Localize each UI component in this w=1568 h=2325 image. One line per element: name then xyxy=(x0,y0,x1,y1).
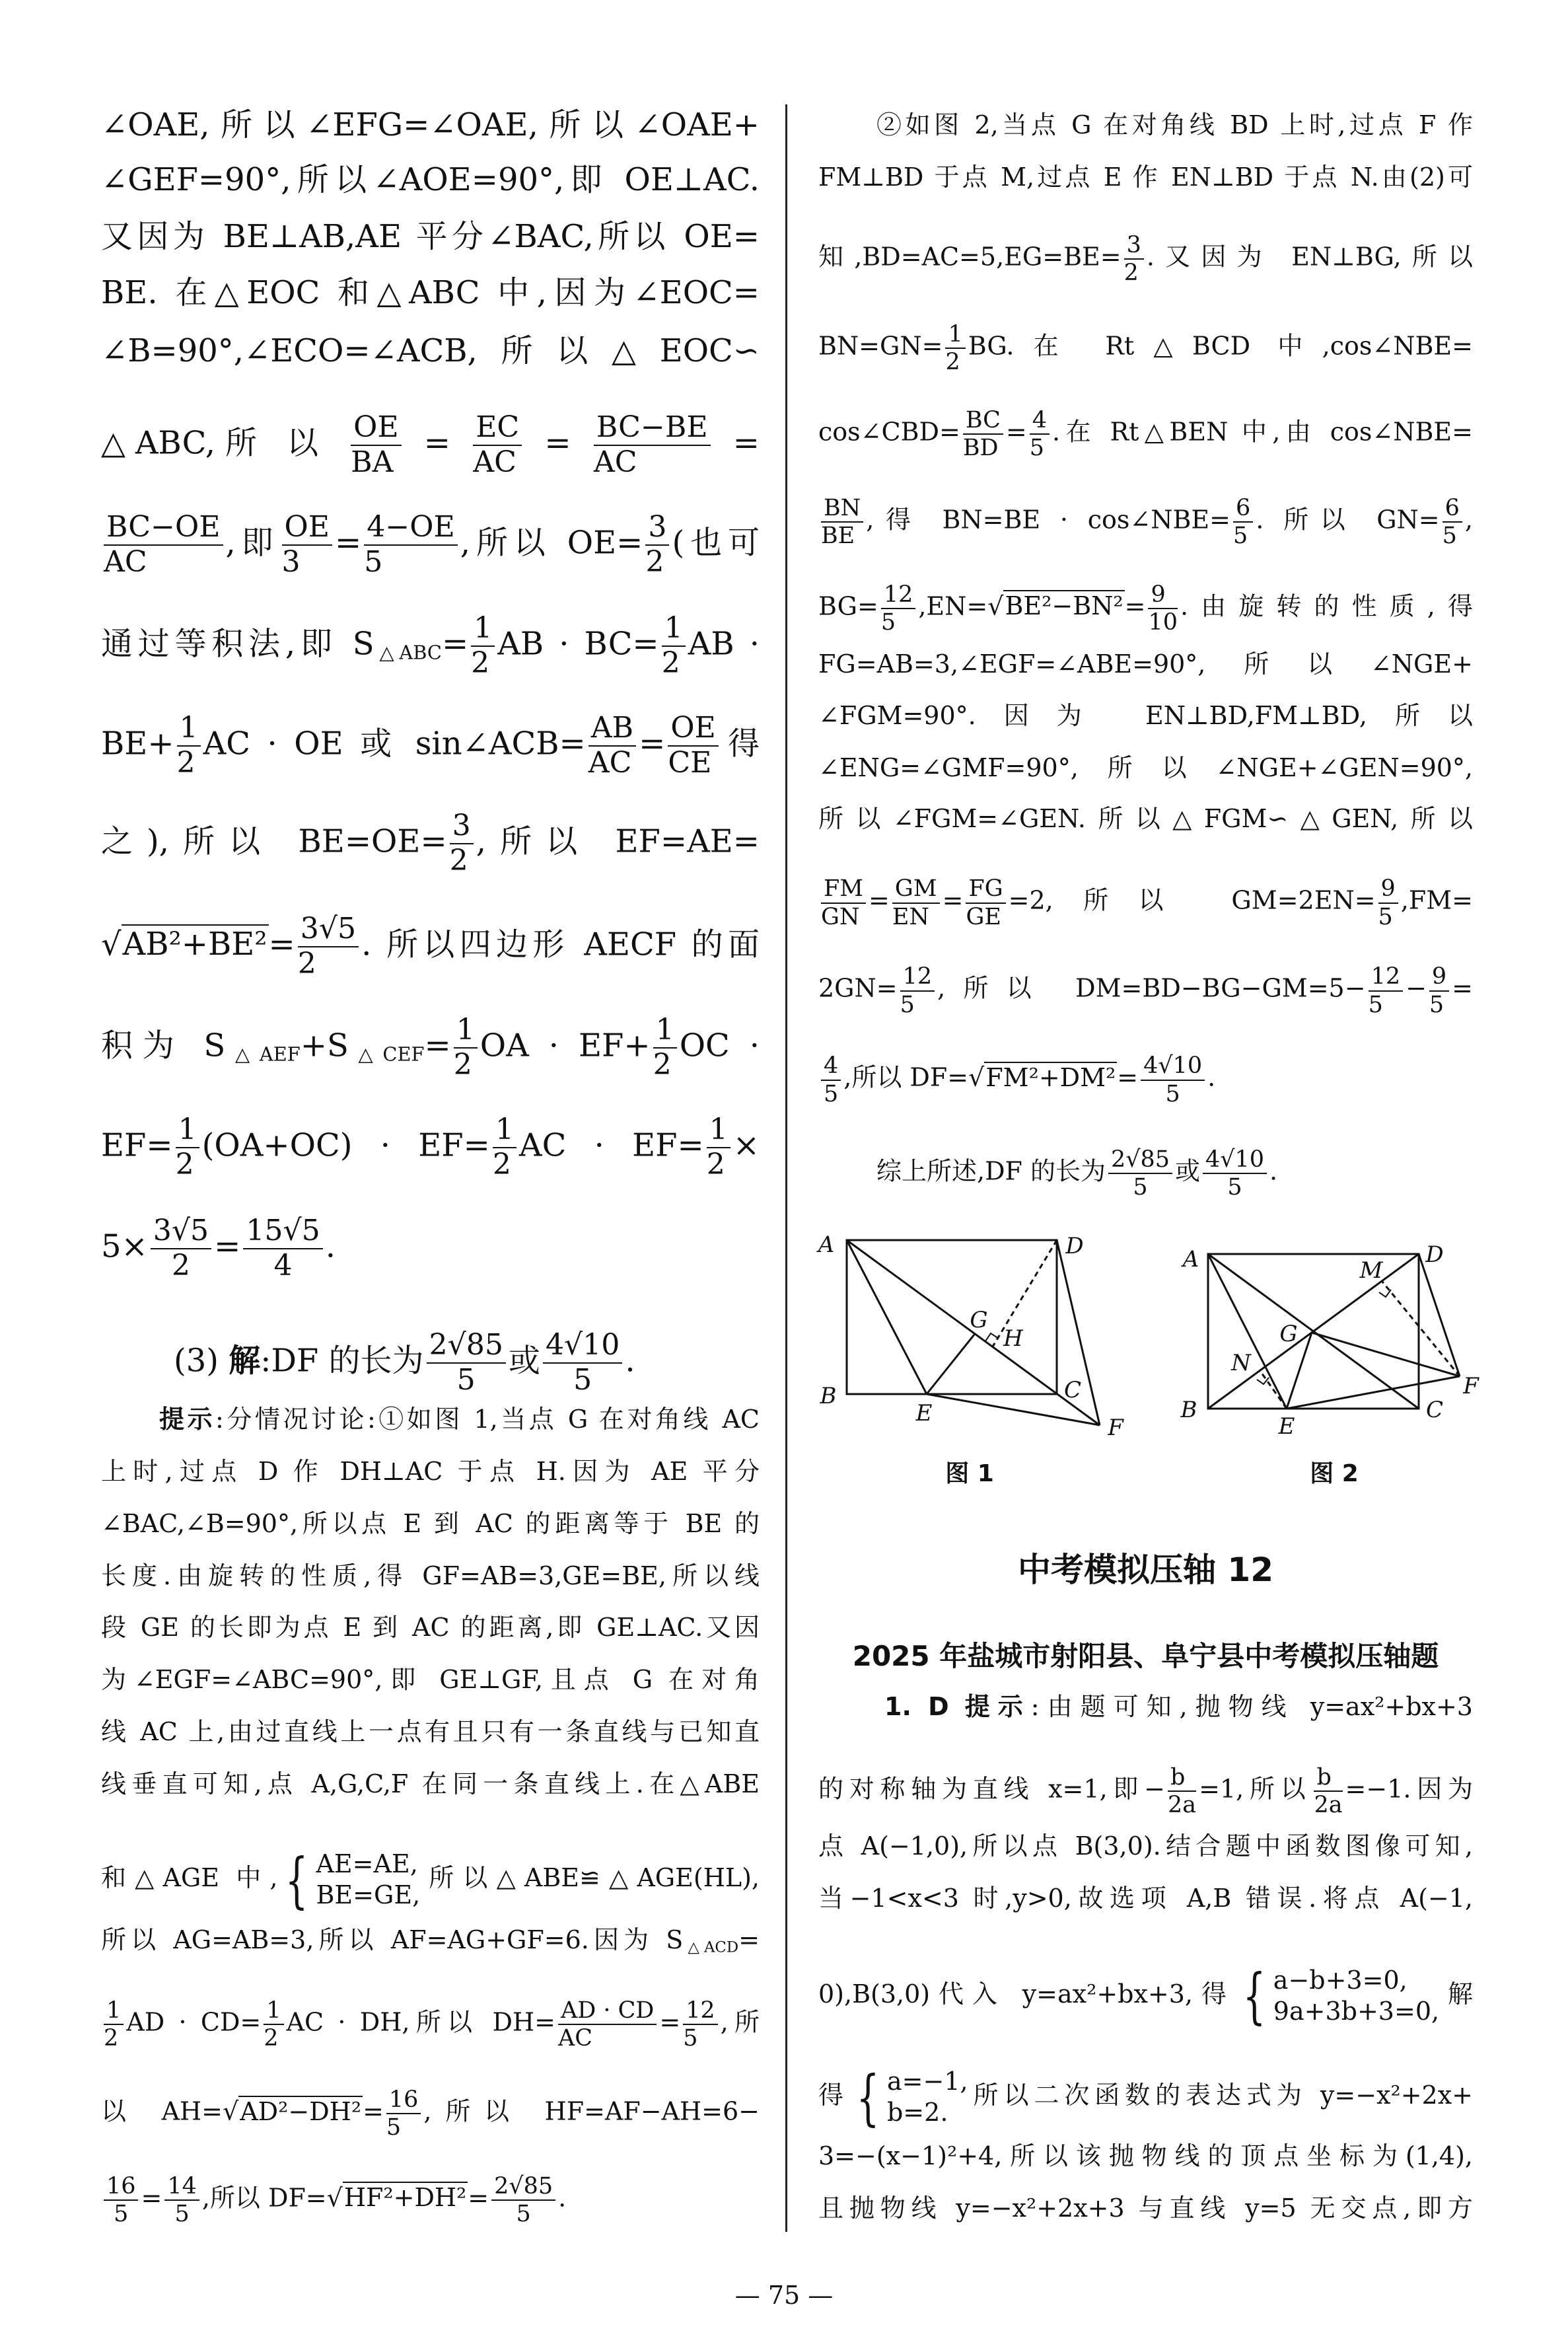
text-run: 所以 AG=AB=3,所以 AF=AG+GF=6.因为 S xyxy=(101,1925,684,1955)
fraction-numerator: 1 xyxy=(707,1113,731,1148)
fraction-numerator: 1 xyxy=(176,1113,199,1148)
fraction-numerator: b xyxy=(1168,1764,1196,1792)
fraction-numerator: 2√85 xyxy=(427,1329,506,1364)
fraction-numerator: OE xyxy=(668,712,718,747)
fraction-denominator: 4 xyxy=(273,1248,293,1282)
text-run: = xyxy=(214,1228,241,1265)
bold-label: 提示 xyxy=(159,1405,216,1434)
equation: AE=AE, xyxy=(316,1849,418,1878)
text-run: AB · xyxy=(688,625,760,663)
point-label-d: D xyxy=(1425,1241,1444,1268)
text-run: AD · CD= xyxy=(126,2007,262,2037)
fraction-denominator: 5 xyxy=(516,2200,531,2227)
fraction-denominator: GN xyxy=(821,903,860,930)
text-run: . 所以四边形 AECF 的面 xyxy=(361,926,760,963)
text-run: . xyxy=(1207,1063,1216,1093)
fraction-denominator: 5 xyxy=(1233,523,1248,550)
fraction-numerator: 12 xyxy=(900,963,935,991)
segment-df xyxy=(1419,1254,1460,1376)
fraction-numerator: 3√5 xyxy=(298,912,359,947)
subscript: △CEF xyxy=(348,1043,425,1066)
text-run: − xyxy=(1406,974,1427,1004)
fraction-denominator: 5 xyxy=(1368,991,1383,1018)
text-run: = xyxy=(268,926,295,963)
text-run: 线 AC 上,由过直线上一点有且只有一条直线与已知直 xyxy=(101,1717,760,1747)
point-label-a: A xyxy=(818,1232,835,1258)
fraction-denominator: 5 xyxy=(683,2025,698,2052)
fraction-denominator: 5 xyxy=(1165,1080,1180,1107)
fraction-numerator: 1 xyxy=(177,712,201,747)
fraction-numerator: 9 xyxy=(1378,875,1398,903)
segment-ae xyxy=(847,1240,927,1394)
text-run: (也可 xyxy=(672,524,760,562)
text-run: , xyxy=(1464,505,1473,535)
segment-eg xyxy=(927,1335,974,1394)
fraction-numerator: BC−BE xyxy=(594,411,711,446)
text-run: 或 xyxy=(508,1342,540,1380)
text-run: . xyxy=(325,1228,336,1265)
fraction-numerator: 4 xyxy=(821,1052,841,1080)
point-label-a: A xyxy=(1182,1246,1199,1273)
right-angle-mark-m xyxy=(1379,1290,1391,1297)
point-label-n: N xyxy=(1231,1350,1251,1376)
text-run: △ABC,所 以 xyxy=(101,424,349,462)
fraction-denominator: 5 xyxy=(364,544,383,579)
text-run: = xyxy=(441,625,469,663)
fraction-denominator: 2 xyxy=(945,348,960,375)
fraction-denominator: 2a xyxy=(1168,1791,1197,1818)
fraction-denominator: 2 xyxy=(492,1147,511,1181)
fraction-numerator: FG xyxy=(966,875,1005,903)
text-run: ∠BAC,∠B=90°,所以点 E 到 AC 的距离等于 BE 的 xyxy=(101,1508,760,1538)
figure-2-caption: 图 2 xyxy=(1310,1460,1359,1487)
brace-symbol: { xyxy=(285,1844,308,1915)
fraction-denominator: AC xyxy=(557,2025,592,2052)
fraction-numerator: 4√10 xyxy=(1141,1052,1205,1080)
fraction-numerator: OE xyxy=(282,511,332,546)
text-run: EF= xyxy=(101,1126,173,1163)
text-run: ,得 BN=BE · cos∠NBE= xyxy=(866,505,1230,535)
equation: b=2. xyxy=(886,2098,948,2127)
text-run: 点 A(−1,0),所以点 B(3,0).结合题中函数图像可知, xyxy=(818,1831,1473,1861)
fraction-numerator: 2√85 xyxy=(491,2173,555,2201)
fraction-numerator: EC xyxy=(473,411,522,446)
fraction-numerator: 1 xyxy=(653,1014,677,1049)
text-run: = xyxy=(363,2096,384,2126)
fraction-denominator: BD xyxy=(962,435,999,462)
text-run: = xyxy=(1452,974,1473,1004)
text-run: BG= xyxy=(818,591,878,621)
point-label-g: G xyxy=(970,1307,988,1333)
fraction-denominator: 2 xyxy=(1123,259,1139,286)
fraction-numerator: 4√10 xyxy=(543,1329,622,1364)
fraction-numerator: 3 xyxy=(645,511,669,546)
text-run: BN=GN= xyxy=(818,331,943,361)
text-run: = xyxy=(942,886,964,916)
radical-sign: √ xyxy=(101,926,122,963)
point-label-c: C xyxy=(1425,1397,1444,1423)
text-run: = xyxy=(424,1027,451,1064)
fraction-denominator: 2 xyxy=(645,544,664,579)
text-run: ,所以 DM=BD−BG−GM=5− xyxy=(937,974,1366,1004)
text-run: BE. 在△EOC 和△ABC 中,因为∠EOC= xyxy=(101,274,760,312)
fraction-numerator: 9 xyxy=(1148,581,1177,609)
text-run: 又因为 BE⊥AB,AE 平分∠BAC,所以 OE= xyxy=(101,217,760,255)
text-run: = xyxy=(1117,1063,1139,1093)
brace-symbol: { xyxy=(1242,1960,1266,2032)
text-run: 解 xyxy=(1439,1979,1473,2009)
fraction-denominator: AC xyxy=(473,445,517,479)
text-run: 线垂直可知,点 A,G,C,F 在同一条直线上.在△ABE xyxy=(101,1769,760,1798)
text-run: 0),B(3,0)代入 y=ax²+bx+3,得 xyxy=(818,1979,1235,2009)
fraction-denominator: 5 xyxy=(1227,1174,1242,1201)
fraction-denominator: GE xyxy=(966,903,1001,930)
fraction-denominator: 2 xyxy=(176,745,196,780)
text-run: :DF 的长为 xyxy=(260,1342,424,1380)
text-run: FM⊥BD 于点 M,过点 E 作 EN⊥BD 于点 N.由(2)可 xyxy=(818,163,1473,192)
fraction-numerator: GM xyxy=(892,875,940,903)
text-run: +S xyxy=(300,1027,349,1064)
fraction-numerator: 15√5 xyxy=(243,1214,322,1249)
equation: 9a+3b+3=0, xyxy=(1273,1997,1440,2026)
fraction-numerator: 4√10 xyxy=(1203,1146,1267,1174)
text-run: ∠FGM=90°.因为 EN⊥BD,FM⊥BD,所以 xyxy=(818,701,1473,731)
fraction-denominator: AC xyxy=(104,544,147,579)
fraction-denominator: 2 xyxy=(171,1248,190,1282)
point-label-m: M xyxy=(1359,1257,1383,1284)
point-label-d: D xyxy=(1065,1233,1084,1259)
subscript: △ACD xyxy=(683,1938,739,1956)
point-label-b: B xyxy=(1180,1397,1197,1423)
fraction-denominator: 3 xyxy=(281,544,301,579)
text-run: AC · EF= xyxy=(518,1126,704,1163)
text-run: OC · xyxy=(679,1027,760,1064)
text-run: 3=−(x−1)²+4,所以该抛物线的顶点坐标为(1,4), xyxy=(818,2141,1473,2170)
fraction-numerator: 1 xyxy=(945,321,965,349)
segment-gf xyxy=(1312,1333,1460,1376)
text-run: .由旋转的性质,得 xyxy=(1180,591,1473,621)
text-run: AC · DH,所以 DH= xyxy=(286,2007,555,2037)
fraction-denominator: 10 xyxy=(1148,609,1178,636)
text-run: =−1.因为 xyxy=(1345,1774,1473,1804)
fraction-denominator: 5 xyxy=(1442,523,1457,550)
text-run: ,EN= xyxy=(918,591,988,621)
text-run: = xyxy=(524,424,591,462)
fraction-denominator: 2 xyxy=(264,2025,279,2052)
text-run: 得 xyxy=(818,2080,849,2110)
fraction-denominator: 5 xyxy=(1378,903,1393,930)
text-run: . xyxy=(1269,1156,1278,1186)
fraction-denominator: 2 xyxy=(104,2025,119,2052)
text-run: OA · EF+ xyxy=(480,1027,651,1064)
fraction-numerator: 1 xyxy=(493,1113,517,1148)
text-run: :由题可知,抛物线 y=ax²+bx+3 xyxy=(1030,1691,1473,1721)
text-run: =2,所以 GM=2EN= xyxy=(1008,886,1376,916)
subscript: △AEF xyxy=(225,1043,301,1066)
text-run: (OA+OC) · EF= xyxy=(201,1126,490,1163)
text-run: 综上所述,DF 的长为 xyxy=(876,1156,1106,1186)
bold-label: 解 xyxy=(229,1342,261,1380)
fraction-numerator: AD · CD xyxy=(558,1997,657,2025)
subscript: △ABC xyxy=(374,641,442,664)
fraction-denominator: 2 xyxy=(653,1047,672,1082)
fraction-numerator: BC xyxy=(963,407,1003,435)
text-run: ∠OAE,所以∠EFG=∠OAE,所以∠OAE+ xyxy=(101,106,760,143)
text-run: . 所以 GN= xyxy=(1256,505,1440,535)
text-run: . xyxy=(625,1342,635,1380)
text-run: ,所以 DF= xyxy=(201,2183,327,2213)
text-run: ,所以 HF=AF−AH=6− xyxy=(423,2096,760,2126)
text-run: 积为 S xyxy=(101,1027,226,1064)
point-label-g: G xyxy=(1279,1321,1298,1347)
text-run: 长度.由旋转的性质,得 GF=AB=3,GE=BE,所以线 xyxy=(101,1561,760,1590)
text-run: 和△AGE 中, xyxy=(101,1863,278,1892)
fraction-numerator: 3 xyxy=(450,809,474,844)
text-run: ,所以 OE= xyxy=(460,524,643,562)
text-run: (3) xyxy=(174,1342,229,1380)
equation: a−b+3=0, xyxy=(1273,1965,1408,1995)
text-run: = xyxy=(1124,591,1146,621)
text-run: = xyxy=(639,725,666,762)
radical-sign: √ xyxy=(968,1063,985,1093)
fraction-denominator: BE xyxy=(821,523,855,550)
radical-sign: √ xyxy=(326,2183,343,2213)
fraction-numerator: FM xyxy=(821,875,866,903)
bold-label: 提示 xyxy=(964,1691,1031,1721)
text-run: 所以二次函数的表达式为 y=−x²+2x+ xyxy=(968,2080,1473,2110)
fraction-denominator: 5 xyxy=(573,1362,592,1397)
fraction-denominator: 2 xyxy=(661,646,680,680)
text-run: 为∠EGF=∠ABC=90°,即 GE⊥GF,且点 G 在对角 xyxy=(101,1665,760,1695)
point-label-f: F xyxy=(1463,1373,1479,1399)
text-run: 当−1<x<3 时,y>0,故选项 A,B 错误.将点 A(−1, xyxy=(818,1884,1473,1913)
fraction-denominator: 5 xyxy=(386,2114,402,2141)
text-run: 上时,过点 D 作 DH⊥AC 于点 H.因为 AE 平分 xyxy=(101,1457,760,1487)
radicand: HF²+DH² xyxy=(343,2183,467,2213)
text-run: 2GN= xyxy=(818,974,898,1004)
section-heading: 中考模拟压轴 12 xyxy=(1018,1551,1273,1589)
fraction-numerator: BC−OE xyxy=(104,511,223,546)
text-run: . xyxy=(558,2183,567,2213)
fraction-numerator: 12 xyxy=(1369,963,1403,991)
fraction-denominator: 5 xyxy=(114,2200,129,2227)
radical-sign: √ xyxy=(223,2096,239,2126)
text-run: cos∠CBD= xyxy=(818,417,960,447)
point-label-e: E xyxy=(915,1400,933,1426)
fraction-denominator: 2 xyxy=(453,1047,472,1082)
point-label-f: F xyxy=(1108,1415,1123,1441)
fraction-denominator: 5 xyxy=(900,991,915,1018)
text-run: =1,所以 xyxy=(1199,1774,1312,1804)
text-run: 知,BD=AC=5,EG=BE= xyxy=(818,242,1122,272)
fraction-denominator: 5 xyxy=(1429,991,1444,1018)
fraction-denominator: 5 xyxy=(1133,1174,1148,1201)
text-run: 通过等积法,即 S xyxy=(101,625,374,663)
fraction-denominator: CE xyxy=(668,745,712,780)
text-run: = xyxy=(713,424,760,462)
text-run: = xyxy=(141,2183,162,2213)
text-run: ,所以 EF=AE= xyxy=(476,823,760,860)
page-number: — 75 — xyxy=(734,2281,834,2310)
fraction-numerator: 3 xyxy=(1124,232,1144,260)
text-run: 得 xyxy=(721,725,760,762)
fraction-denominator: BA xyxy=(351,445,394,479)
fraction-numerator: OE xyxy=(351,411,401,446)
fraction-denominator: 5 xyxy=(880,609,896,636)
segment-ae xyxy=(1208,1254,1287,1409)
fraction-denominator: 2 xyxy=(471,646,490,680)
fraction-denominator: 2a xyxy=(1314,1791,1343,1818)
text-run: BG.在 Rt△BCD 中,cos∠NBE= xyxy=(968,331,1473,361)
fraction-numerator: 1 xyxy=(662,612,686,647)
fraction-denominator: AC xyxy=(588,745,632,780)
fraction-denominator: 2 xyxy=(175,1147,194,1181)
text-run: ,所以 DF= xyxy=(843,1063,969,1093)
fraction-denominator: 5 xyxy=(456,1362,476,1397)
fraction-numerator: BN xyxy=(821,495,863,523)
text-run: = xyxy=(869,886,890,916)
fraction-denominator: AC xyxy=(593,445,637,479)
figure-1-caption: 图 1 xyxy=(945,1460,994,1487)
fraction-numerator: 9 xyxy=(1429,963,1449,991)
fraction-denominator: 5 xyxy=(1029,435,1044,462)
fraction-numerator: 16 xyxy=(104,2173,138,2201)
fraction-numerator: 12 xyxy=(881,581,915,609)
point-label-c: C xyxy=(1063,1377,1082,1403)
radicand: AD²−DH² xyxy=(240,2096,362,2126)
equation: a=−1, xyxy=(886,2066,968,2096)
fraction-numerator: 6 xyxy=(1233,495,1253,523)
text-run: 且抛物线 y=−x²+2x+3 与直线 y=5 无交点,即方 xyxy=(818,2193,1473,2223)
text-run: .在 Rt△BEN 中,由 cos∠NBE= xyxy=(1052,417,1473,447)
radical-sign: √ xyxy=(987,591,1004,621)
text-run: = xyxy=(738,1925,760,1955)
text-run: × xyxy=(732,1126,760,1163)
fraction-numerator: 16 xyxy=(386,2086,421,2114)
radicand: FM²+DM² xyxy=(985,1063,1116,1093)
figure-1 xyxy=(816,1232,1124,1487)
fraction-denominator: 2 xyxy=(449,844,468,878)
text-run: ,FM= xyxy=(1400,886,1473,916)
fraction-denominator: 5 xyxy=(824,1080,839,1107)
fraction-numerator: 1 xyxy=(264,1997,283,2025)
fraction-numerator: 6 xyxy=(1443,495,1462,523)
text-run: 或 xyxy=(1175,1156,1201,1186)
radicand: AB²+BE² xyxy=(122,926,267,963)
fraction-numerator: b xyxy=(1314,1764,1342,1792)
segment-dh-dashed xyxy=(993,1240,1057,1347)
text-run: BE+ xyxy=(101,725,174,762)
bold-label: 1. D xyxy=(884,1691,949,1721)
equation: BE=GE, xyxy=(316,1880,421,1910)
fraction-numerator: 1 xyxy=(104,1997,124,2025)
text-run: 所以△ABE≌△AGE(HL), xyxy=(420,1863,760,1892)
text-run: 以 AH= xyxy=(101,2096,223,2126)
fraction-denominator: 2 xyxy=(297,946,316,980)
right-angle-mark xyxy=(985,1333,999,1341)
fraction-numerator: 1 xyxy=(454,1014,478,1049)
text-run: ②如图 2,当点 G 在对角线 BD 上时,过点 F 作 xyxy=(876,110,1473,140)
fraction-numerator: 12 xyxy=(683,1997,717,2025)
point-label-b: B xyxy=(820,1383,837,1409)
text-run: AC · OE 或 sin∠ACB= xyxy=(203,725,586,762)
text-run: = xyxy=(468,2183,489,2213)
text-run: 的对称轴为直线 x=1,即− xyxy=(818,1774,1166,1804)
radicand: BE²−BN² xyxy=(1005,591,1123,621)
text-run: 段 GE 的长即为点 E 到 AC 的距离,即 GE⊥AC.又因 xyxy=(101,1613,760,1642)
text-run: ∠ENG=∠GMF=90°,所以∠NGE+∠GEN=90°, xyxy=(818,753,1473,783)
text-run: AB · BC= xyxy=(497,625,659,663)
right-angle-mark-n xyxy=(1257,1378,1269,1384)
text-run: 之),所以 BE=OE= xyxy=(101,823,447,860)
text-run: FG=AB=3,∠EGF=∠ABE=90°,所以∠NGE+ xyxy=(818,649,1473,679)
text-run: .又因为 EN⊥BG,所以 xyxy=(1146,242,1473,272)
text-run: ,所 xyxy=(720,2007,760,2037)
fraction-denominator: EN xyxy=(892,903,929,930)
fraction-numerator: 4−OE xyxy=(364,511,458,546)
text-run: = xyxy=(404,424,471,462)
exam-subheading: 2025 年盐城市射阳县、阜宁县中考模拟压轴题 xyxy=(852,1640,1439,1672)
fraction-numerator: 4 xyxy=(1030,407,1050,435)
fraction-numerator: 1 xyxy=(471,612,495,647)
fraction-numerator: AB xyxy=(588,712,636,747)
text-run: 5× xyxy=(101,1228,148,1265)
fraction-denominator: 2 xyxy=(706,1147,725,1181)
text-run: :分情况讨论:①如图 1,当点 G 在对角线 AC xyxy=(215,1405,760,1434)
text-run: 所以∠FGM=∠GEN.所以△FGM∽△GEN,所以 xyxy=(818,803,1473,833)
point-label-e: E xyxy=(1278,1413,1295,1440)
fraction-numerator: 3√5 xyxy=(151,1214,211,1249)
segment-fm-dashed xyxy=(1382,1282,1460,1376)
fraction-denominator: 5 xyxy=(174,2200,190,2227)
brace-symbol: { xyxy=(856,2061,880,2133)
text-run: ∠B=90°,∠ECO=∠ACB,所以△EOC∽ xyxy=(101,332,760,370)
text-run: = xyxy=(659,2007,681,2037)
text-run: ∠GEF=90°,所以∠AOE=90°,即 OE⊥AC. xyxy=(101,161,760,199)
figure-2 xyxy=(1180,1241,1480,1487)
text-run: ,即 xyxy=(225,524,279,562)
fraction-numerator: 14 xyxy=(164,2173,199,2201)
text-run: = xyxy=(334,524,362,562)
text-run: = xyxy=(1005,417,1027,447)
fraction-numerator: 2√85 xyxy=(1108,1146,1172,1174)
point-label-h: H xyxy=(1003,1325,1023,1352)
